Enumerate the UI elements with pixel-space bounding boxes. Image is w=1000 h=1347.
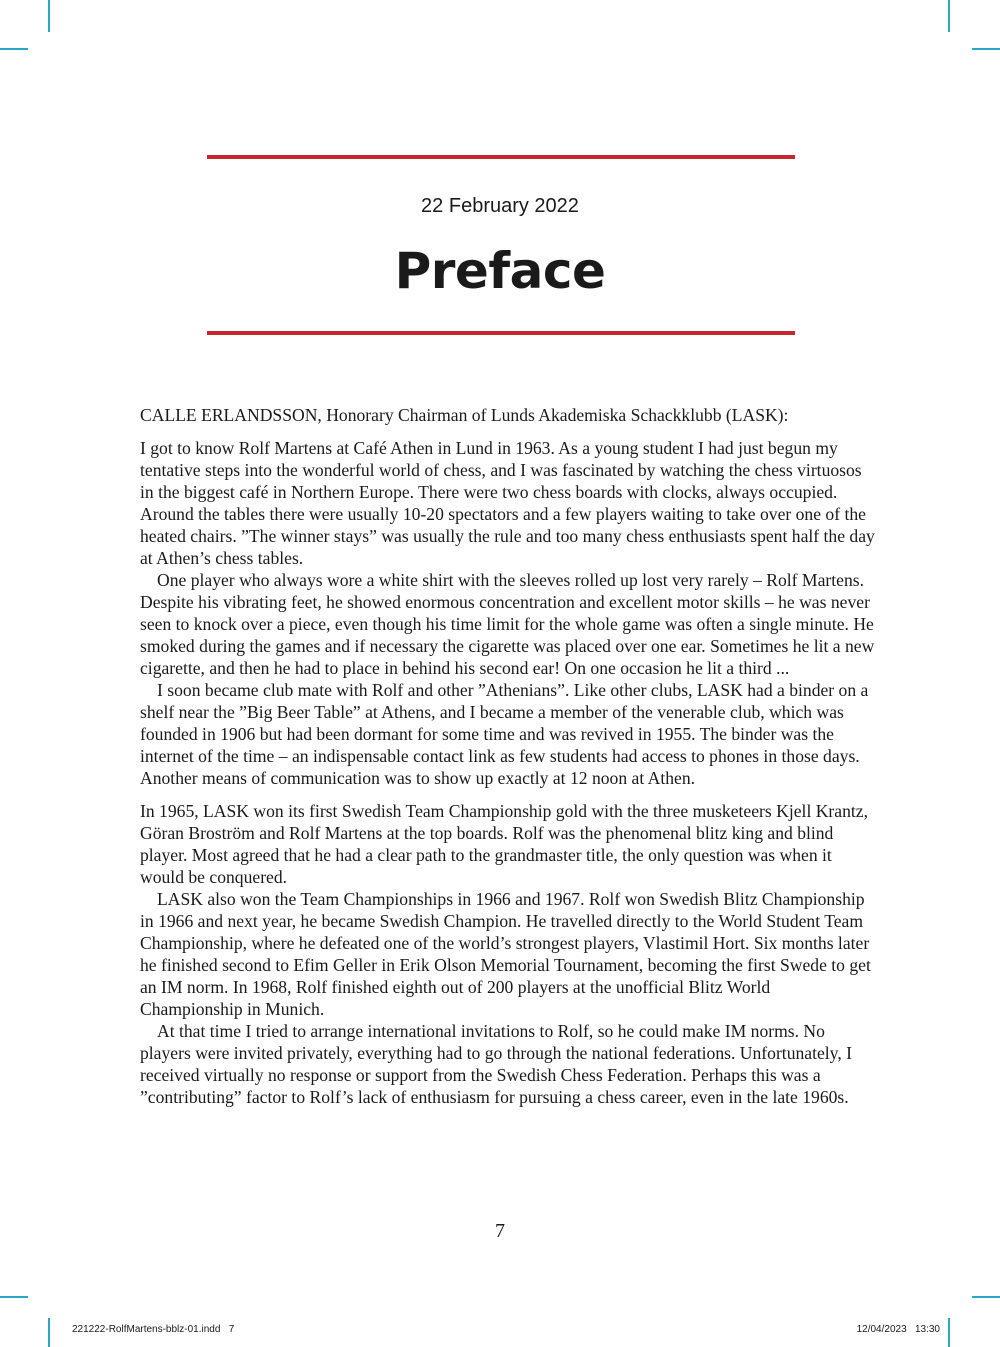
paragraph-4: In 1965, LASK won its first Swedish Team Championship gold with the three musketeers Kjell Krantz, Göran Broström and Rolf Martens at the top boards. Rolf was the phenomenal blitz king and blind player. Most agreed that he had a clear path to the grandmaster title, the only question was when it would be conquered.	[140, 801, 868, 887]
paragraph-2: One player who always wore a white shirt with the sleeves rolled up lost very rarely – Rolf Martens. Despite his vibrating feet, he showed enormous concentration and excellent motor skills – he was never seen to knock over a piece, even though his time limit for the whole game was often a single minute. He smoked during the games and if necessary the cigarette was placed over one ear. Sometimes he lit a new cigarette, and then he had to place in behind his second ear! On one occasion he lit a third ...	[140, 570, 875, 678]
preface-body	[140, 404, 875, 1108]
author-line: CALLE ERLANDSSON, Honorary Chairman of Lunds Akademiska Schackklubb (LASK):	[140, 405, 789, 425]
crop-mark-top-right-horizontal	[972, 48, 1000, 50]
crop-mark-bottom-right-horizontal	[972, 1296, 1000, 1298]
paragraph-5: LASK also won the Team Championships in 1966 and 1967. Rolf won Swedish Blitz Championship in 1966 and next year, he became Swedish Champion. He travelled directly to the World Student Team Championship, where he defeated one of the world’s strongest players, Vlastimil Hort. Six months later he finished second to Efim Geller in Erik Olson Memorial Tournament, becoming the first Swede to get an IM norm. In 1968, Rolf finished eighth out of 200 players at the unofficial Blitz World Championship in Munich.	[140, 889, 871, 1019]
crop-mark-bottom-left-horizontal	[0, 1296, 28, 1298]
slug-file-name: 221222-RolfMartens-bblz-01.indd 7	[72, 1324, 235, 1335]
bottom-red-rule	[207, 331, 795, 335]
paragraph-3: I soon became club mate with Rolf and other ”Athenians”. Like other clubs, LASK had a binder on a shelf near the ”Big Beer Table” at Athens, and I became a member of the venerable club, which was founded in 1906 but had been dormant for some time and was revived in 1955. The binder was the internet of the time – an indispensable contact link as few students had access to phones in those days. Another means of communication was to show up exactly at 12 noon at Athen.	[140, 680, 869, 788]
paragraph-1: I got to know Rolf Martens at Café Athen in Lund in 1963. As a young student I had just begun my tentative steps into the wonderful world of chess, and I was fascinated by watching the chess virtuosos in the biggest café in Northern Europe. There were two chess boards with clocks, always occupied. Around the tables there were usually 10-20 spectators and a few players waiting to take over one of the heated chairs. ”The winner stays” was usually the rule and too many chess enthusiasts spent half the day at Athen’s chess tables.	[140, 438, 875, 568]
page-number: 7	[495, 1220, 505, 1242]
crop-mark-bottom-left-vertical	[48, 1318, 50, 1347]
crop-mark-top-left-horizontal	[0, 48, 28, 50]
top-red-rule	[207, 155, 795, 159]
crop-mark-top-right-vertical	[948, 0, 950, 32]
paragraph-6: At that time I tried to arrange international invitations to Rolf, so he could make IM norms. No players were invited privately, everything had to go through the national federations. Unfortunately, I received virtually no response or support from the Swedish Chess Federation. Perhaps this was a ”contributing” factor to Rolf’s lack of enthusiasm for pursuing a chess career, even in the late 1960s.	[140, 1021, 852, 1107]
crop-mark-top-left-vertical	[48, 0, 50, 32]
crop-mark-bottom-right-vertical	[948, 1318, 950, 1347]
slug-timestamp: 12/04/2023 13:30	[856, 1324, 940, 1335]
page-title: Preface	[394, 242, 606, 300]
preface-date: 22 February 2022	[421, 195, 579, 217]
